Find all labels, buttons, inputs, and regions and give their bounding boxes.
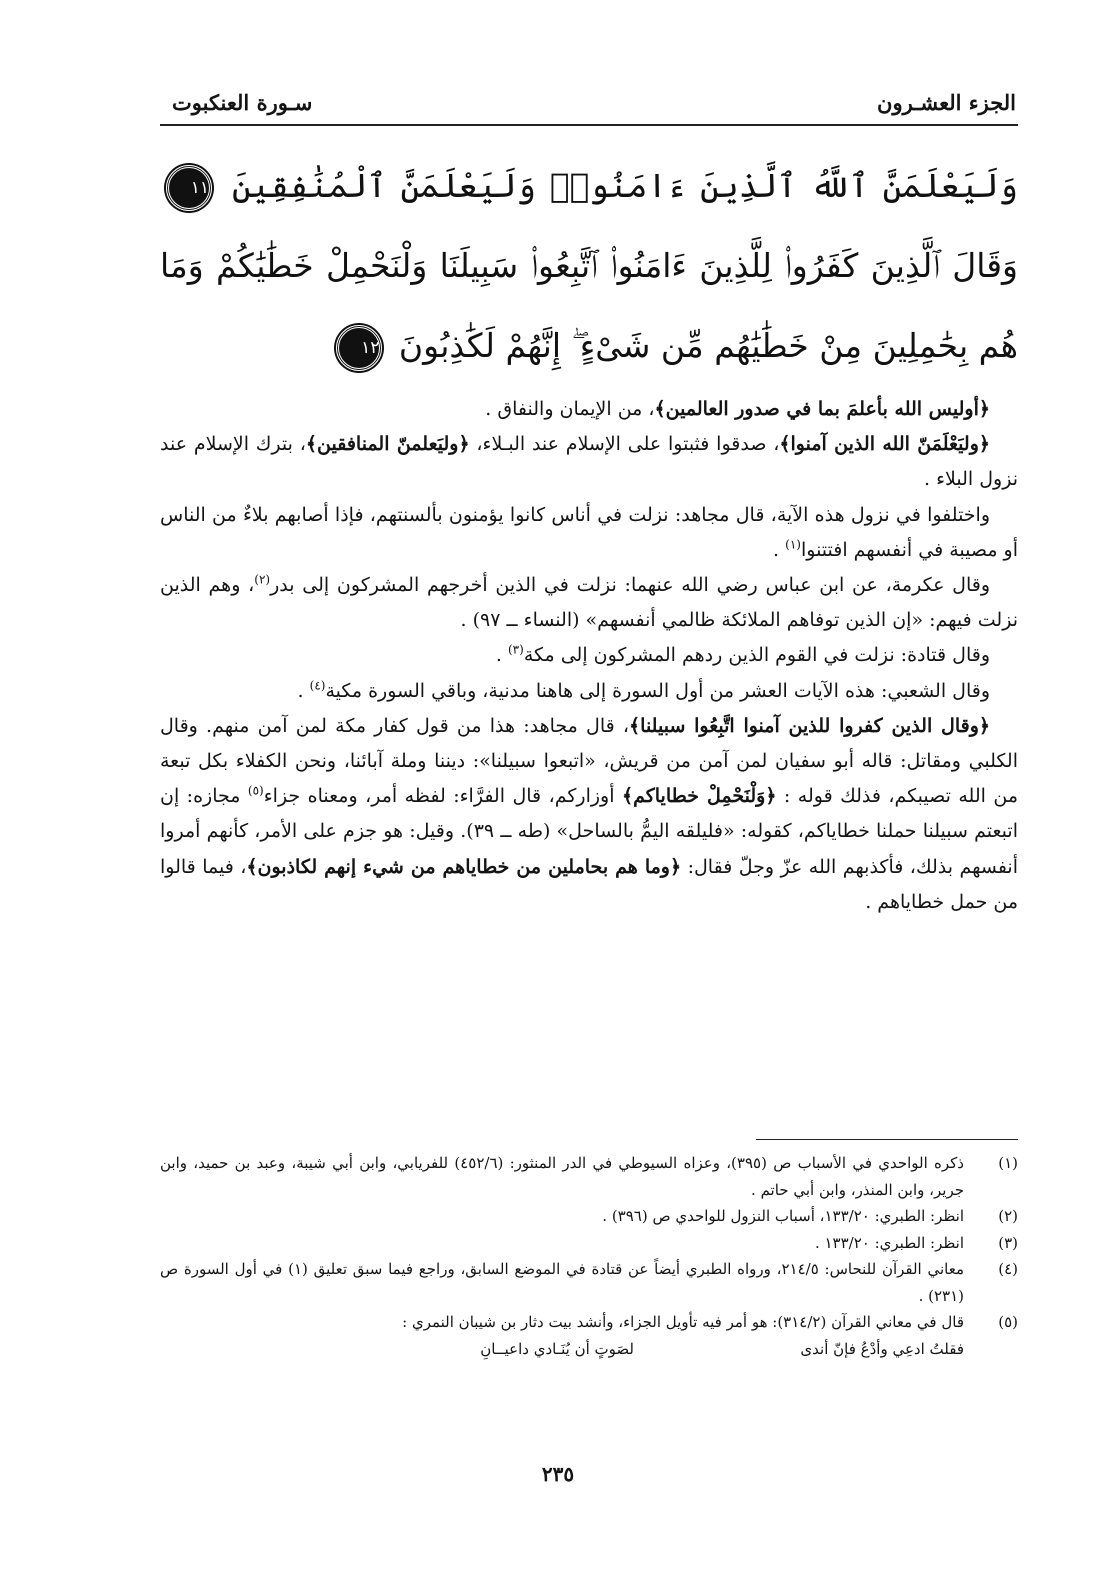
surah-title: سـورة العنكبوت xyxy=(172,90,313,115)
footnote-divider xyxy=(756,1139,1018,1140)
ayah-number-marker: ١١ xyxy=(166,165,212,211)
ayah-number-marker: ١٢ xyxy=(336,325,382,371)
paragraph-text: ، وهم الذين نزلت فيهم: «إن الذين توفاهم الملائكة ظالمي أنفسهم» (النساء ــ ٩٧) . xyxy=(160,574,1018,632)
footnote-text: انظر: الطبري: ١٣٣/٢٠، أسباب النزول للواحدي ص (٣٩٦) . xyxy=(602,1207,964,1225)
footnote-number: (٤) xyxy=(998,1260,1018,1278)
paragraph xyxy=(160,709,1018,920)
footnote xyxy=(160,1230,1018,1257)
footnote-number: (١) xyxy=(998,1154,1018,1172)
paragraph-text: . xyxy=(495,644,508,667)
footnote-number: (٣) xyxy=(998,1233,1018,1252)
paragraph-text: ، من الإيمان والنفاق . xyxy=(485,398,655,420)
verse-text: وَلَيَعْلَمَنَّ ٱللَّهُ ٱلَّذِينَ ءَامَنُوا۟ وَلَيَعْلَمَنَّ ٱلْمُنَٰفِقِينَ xyxy=(231,166,1018,205)
paragraph-text: ، بترك الإسلام عند نزول البلاء . xyxy=(160,433,1018,491)
paragraph-text: ، فيما قالوا من حمل خطاياهم . xyxy=(160,855,1018,913)
quoted-verse: ﴿وقال الذين كفروا للذين آمنوا اتَّبِعُوا سبيلنا﴾ xyxy=(629,714,990,737)
footnote-number: (٥) xyxy=(998,1313,1018,1331)
quoted-verse: ﴿وما هم بحاملين من خطاياهم من شيء إنهم لكاذبون﴾ xyxy=(246,855,682,878)
footnote-ref: (٥) xyxy=(247,783,264,798)
quoted-verse: ﴿وليَعْلَمَنّ الله الذين آمنوا﴾ xyxy=(779,433,990,456)
footnote xyxy=(160,1256,1018,1309)
footnote-ref: (٤) xyxy=(309,678,326,693)
footnote-text: معاني القرآن للنحاس: ٢١٤/٥، ورواه الطبري أيضاً عن قتادة في الموضع السابق، وراجع فيما سبق تعليق (١) في أول السورة ص (٢٣١) . xyxy=(160,1260,964,1305)
paragraph-text: وقال قتادة: نزلت في القوم الذين ردهم المشركون إلى مكة xyxy=(523,644,990,667)
paragraph-text: ، صدقوا فثبتوا على الإسلام عند البـلاء، xyxy=(469,433,780,456)
footnote-text: انظر: الطبري: ١٣٣/٢٠ . xyxy=(814,1233,964,1252)
page-number: ٢٣٥ xyxy=(541,1462,575,1486)
paragraph-text: . xyxy=(297,679,310,702)
running-header xyxy=(160,84,1018,126)
quoted-verse: ﴿أوليس الله بأعلمَ بما في صدور العالمين﴾ xyxy=(654,398,990,420)
paragraph xyxy=(160,638,1018,673)
footnote-number: (٢) xyxy=(998,1207,1018,1225)
paragraph xyxy=(160,427,1018,497)
quoted-verse: ﴿وَلْنَحْمِلْ خطاياكم﴾ xyxy=(621,785,777,808)
paragraph xyxy=(160,568,1018,638)
footnote-ref: (٢) xyxy=(254,572,271,587)
footnote-ref: (٣) xyxy=(507,643,524,658)
paragraph xyxy=(160,498,1018,568)
paragraph-text: ، قال مجاهد: هذا من قول كفار مكة لمن آمن منهم. وقال الكلبي ومقاتل: قاله أبو سفيان لمن آمن من قريش، «اتبعوا سبيلنا»: ديننا وملة آبائنا، ونحن الكفلاء بكل تبعة من الله تصيبكم، فذلك قوله : xyxy=(160,714,1018,808)
verse-text: وَقَالَ ٱلَّذِينَ كَفَرُوا۟ لِلَّذِينَ ءَامَنُوا۟ ٱتَّبِعُوا۟ سَبِيلَنَا وَلْنَحْمِلْ خَطَٰيَٰكُمْ وَمَا هُم بِحَٰمِلِينَ مِنْ خَطَٰيَٰهُم مِّن شَىْءٍ ۖ إِنَّهُمْ لَكَٰذِبُونَ xyxy=(160,246,1018,365)
footnote xyxy=(160,1309,1018,1336)
poetry-verse xyxy=(160,1336,964,1362)
paragraph-text: أوزاركم، قال الفرَّاء: لفظه أمر، ومعناه جزاء xyxy=(263,785,622,808)
poem-hemistich: فقلتُ ادعِي وأدْعُ فإنّ أندى xyxy=(800,1339,964,1358)
footnote-text: ذكره الواحدي في الأسباب ص (٣٩٥)، وعزاه السيوطي في الدر المنثور: (٤٥٢/٦) للفريابي، وابن أبي شيبة، وعبد بن حميد، وابن جرير، وابن المنذر، وابن أبي حاتم . xyxy=(160,1154,964,1199)
paragraph-text: مجازه: إن اتبعتم سبيلنا حملنا خطاياكم، كقوله: «فليلقه اليمُّ بالساحل» (طه ــ ٣٩). وقيل: هو جزم على الأمر، كأنهم أمروا أنفسهم بذلك، فأكذبهم الله عزّ وجلّ فقال: xyxy=(160,785,1018,878)
paragraph-text: . xyxy=(773,538,786,561)
juz-title: الجزء العشـرون xyxy=(877,90,1016,115)
footnote xyxy=(160,1203,1018,1230)
paragraph-text: وقال عكرمة، عن ابن عباس رضي الله عنهما: نزلت في الذين أخرجهم المشركون إلى بدر xyxy=(270,574,991,597)
footnote-ref: (١) xyxy=(785,537,801,552)
paragraph-text: واختلفوا في نزول هذه الآية، قال مجاهد: نزلت في أناس كانوا يؤمنون بألسنتهم، فإذا أصابهم بلاءٌ من الناس أو مصيبة في أنفسهم افتتنوا xyxy=(160,503,1018,561)
quran-verses xyxy=(160,146,1018,386)
paragraph xyxy=(160,392,1018,427)
footnote xyxy=(160,1150,1018,1203)
footnote-text: قال في معاني القرآن (٣١٤/٢): هو أمر فيه تأويل الجزاء، وأنشد بيت دثار بن شيبان النمري : xyxy=(402,1313,964,1331)
commentary-text xyxy=(160,392,1018,920)
paragraph xyxy=(160,674,1018,709)
paragraph-text: وقال الشعبي: هذه الآيات العشر من أول السورة إلى هاهنا مدنية، وباقي السورة مكية xyxy=(325,679,990,702)
footnotes xyxy=(160,1150,1018,1362)
poem-hemistich: لصَوتٍ أن يُنَـادي داعيــانِ xyxy=(480,1339,634,1358)
quoted-verse: ﴿وليَعلمنّ المنافقين﴾ xyxy=(305,433,470,456)
